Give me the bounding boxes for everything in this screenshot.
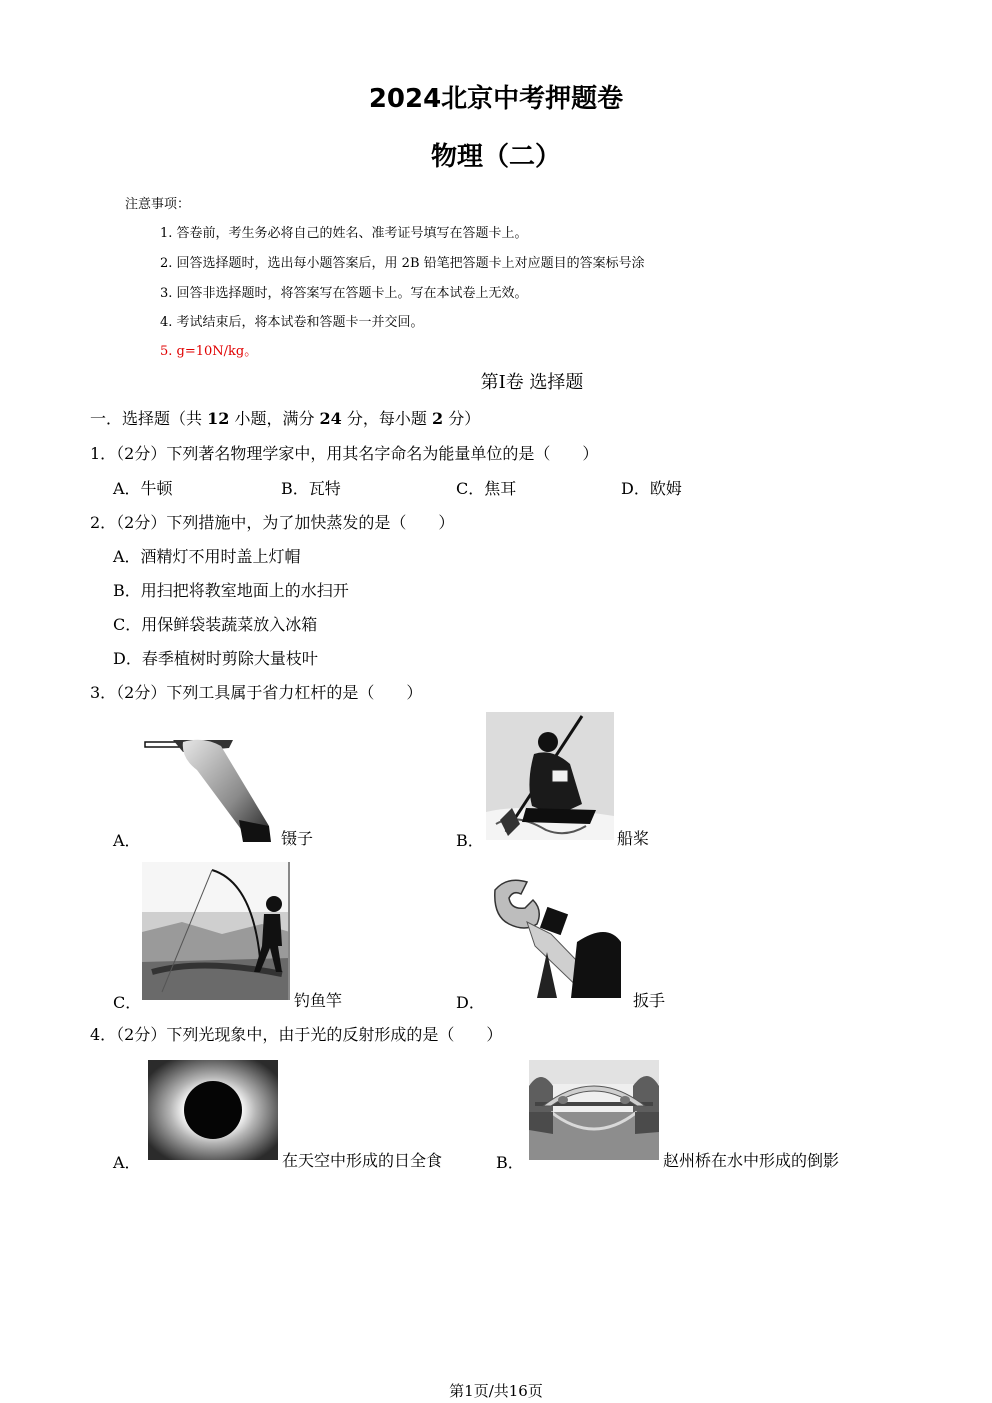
solar-eclipse-image <box>148 1060 278 1160</box>
q2-option-c[interactable]: C．用保鲜袋装蔬菜放入冰箱 <box>113 615 318 634</box>
tweezers-image <box>143 730 279 842</box>
exam-title: 2024北京中考押题卷 <box>368 84 624 114</box>
page-footer: 第1页/共16页 <box>449 1382 543 1400</box>
q4-option-b-caption: 赵州桥在水中形成的倒影 <box>663 1151 840 1170</box>
note-item-gravity: 5. g=10N/kg。 <box>160 344 258 359</box>
q3-option-b-caption: 船桨 <box>617 829 650 848</box>
q1-option-b[interactable]: B．瓦特 <box>281 479 341 498</box>
q2-option-b[interactable]: B．用扫把将教室地面上的水扫开 <box>113 581 349 600</box>
q3-option-d-caption: 扳手 <box>633 991 666 1010</box>
paddle-image <box>486 712 614 840</box>
fishing-rod-image <box>142 862 290 1000</box>
wrench-image <box>487 872 623 998</box>
zhaozhou-bridge-image <box>529 1060 659 1160</box>
q2-option-a[interactable]: A．酒精灯不用时盖上灯帽 <box>113 547 301 566</box>
notes-heading: 注意事项： <box>125 197 191 212</box>
exam-subtitle: 物理（二） <box>430 142 561 172</box>
q3-option-a-letter[interactable]: A． <box>113 831 141 850</box>
question-1-stem: 1．（2分）下列著名物理学家中，用其名字命名为能量单位的是（ ） <box>90 444 599 463</box>
part-heading: 一．选择题（共 12 小题，满分 24 分，每小题 2 分） <box>90 409 481 428</box>
q1-option-d[interactable]: D．欧姆 <box>621 479 682 498</box>
q2-option-d[interactable]: D．春季植树时剪除大量枝叶 <box>113 649 318 668</box>
q3-option-b-letter[interactable]: B． <box>456 831 484 850</box>
q3-option-c-caption: 钓鱼竿 <box>294 991 343 1010</box>
note-item: 3. 回答非选择题时，将答案写在答题卡上。写在本试卷上无效。 <box>160 286 528 301</box>
question-2-stem: 2．（2分）下列措施中，为了加快蒸发的是（ ） <box>90 513 455 532</box>
q1-option-a[interactable]: A．牛顿 <box>113 479 173 498</box>
q4-option-b-letter[interactable]: B． <box>496 1153 524 1172</box>
q1-option-c[interactable]: C．焦耳 <box>456 479 517 498</box>
q3-option-a-caption: 镊子 <box>281 829 314 848</box>
note-item: 1. 答卷前，考生务必将自己的姓名、准考证号填写在答题卡上。 <box>160 226 528 241</box>
section-title: 第Ⅰ卷 选择题 <box>480 372 584 393</box>
q3-option-d-letter[interactable]: D． <box>456 993 485 1012</box>
note-item: 2. 回答选择题时，选出每小题答案后，用 2B 铅笔把答题卡上对应题目的答案标号涂 <box>160 256 645 271</box>
question-3-stem: 3．（2分）下列工具属于省力杠杆的是（ ） <box>90 683 423 702</box>
q3-option-c-letter[interactable]: C． <box>113 993 142 1012</box>
question-4-stem: 4．（2分）下列光现象中，由于光的反射形成的是（ ） <box>90 1025 503 1044</box>
q4-option-a-letter[interactable]: A． <box>113 1153 141 1172</box>
q4-option-a-caption: 在天空中形成的日全食 <box>282 1151 443 1170</box>
note-item: 4. 考试结束后，将本试卷和答题卡一并交回。 <box>160 315 424 330</box>
